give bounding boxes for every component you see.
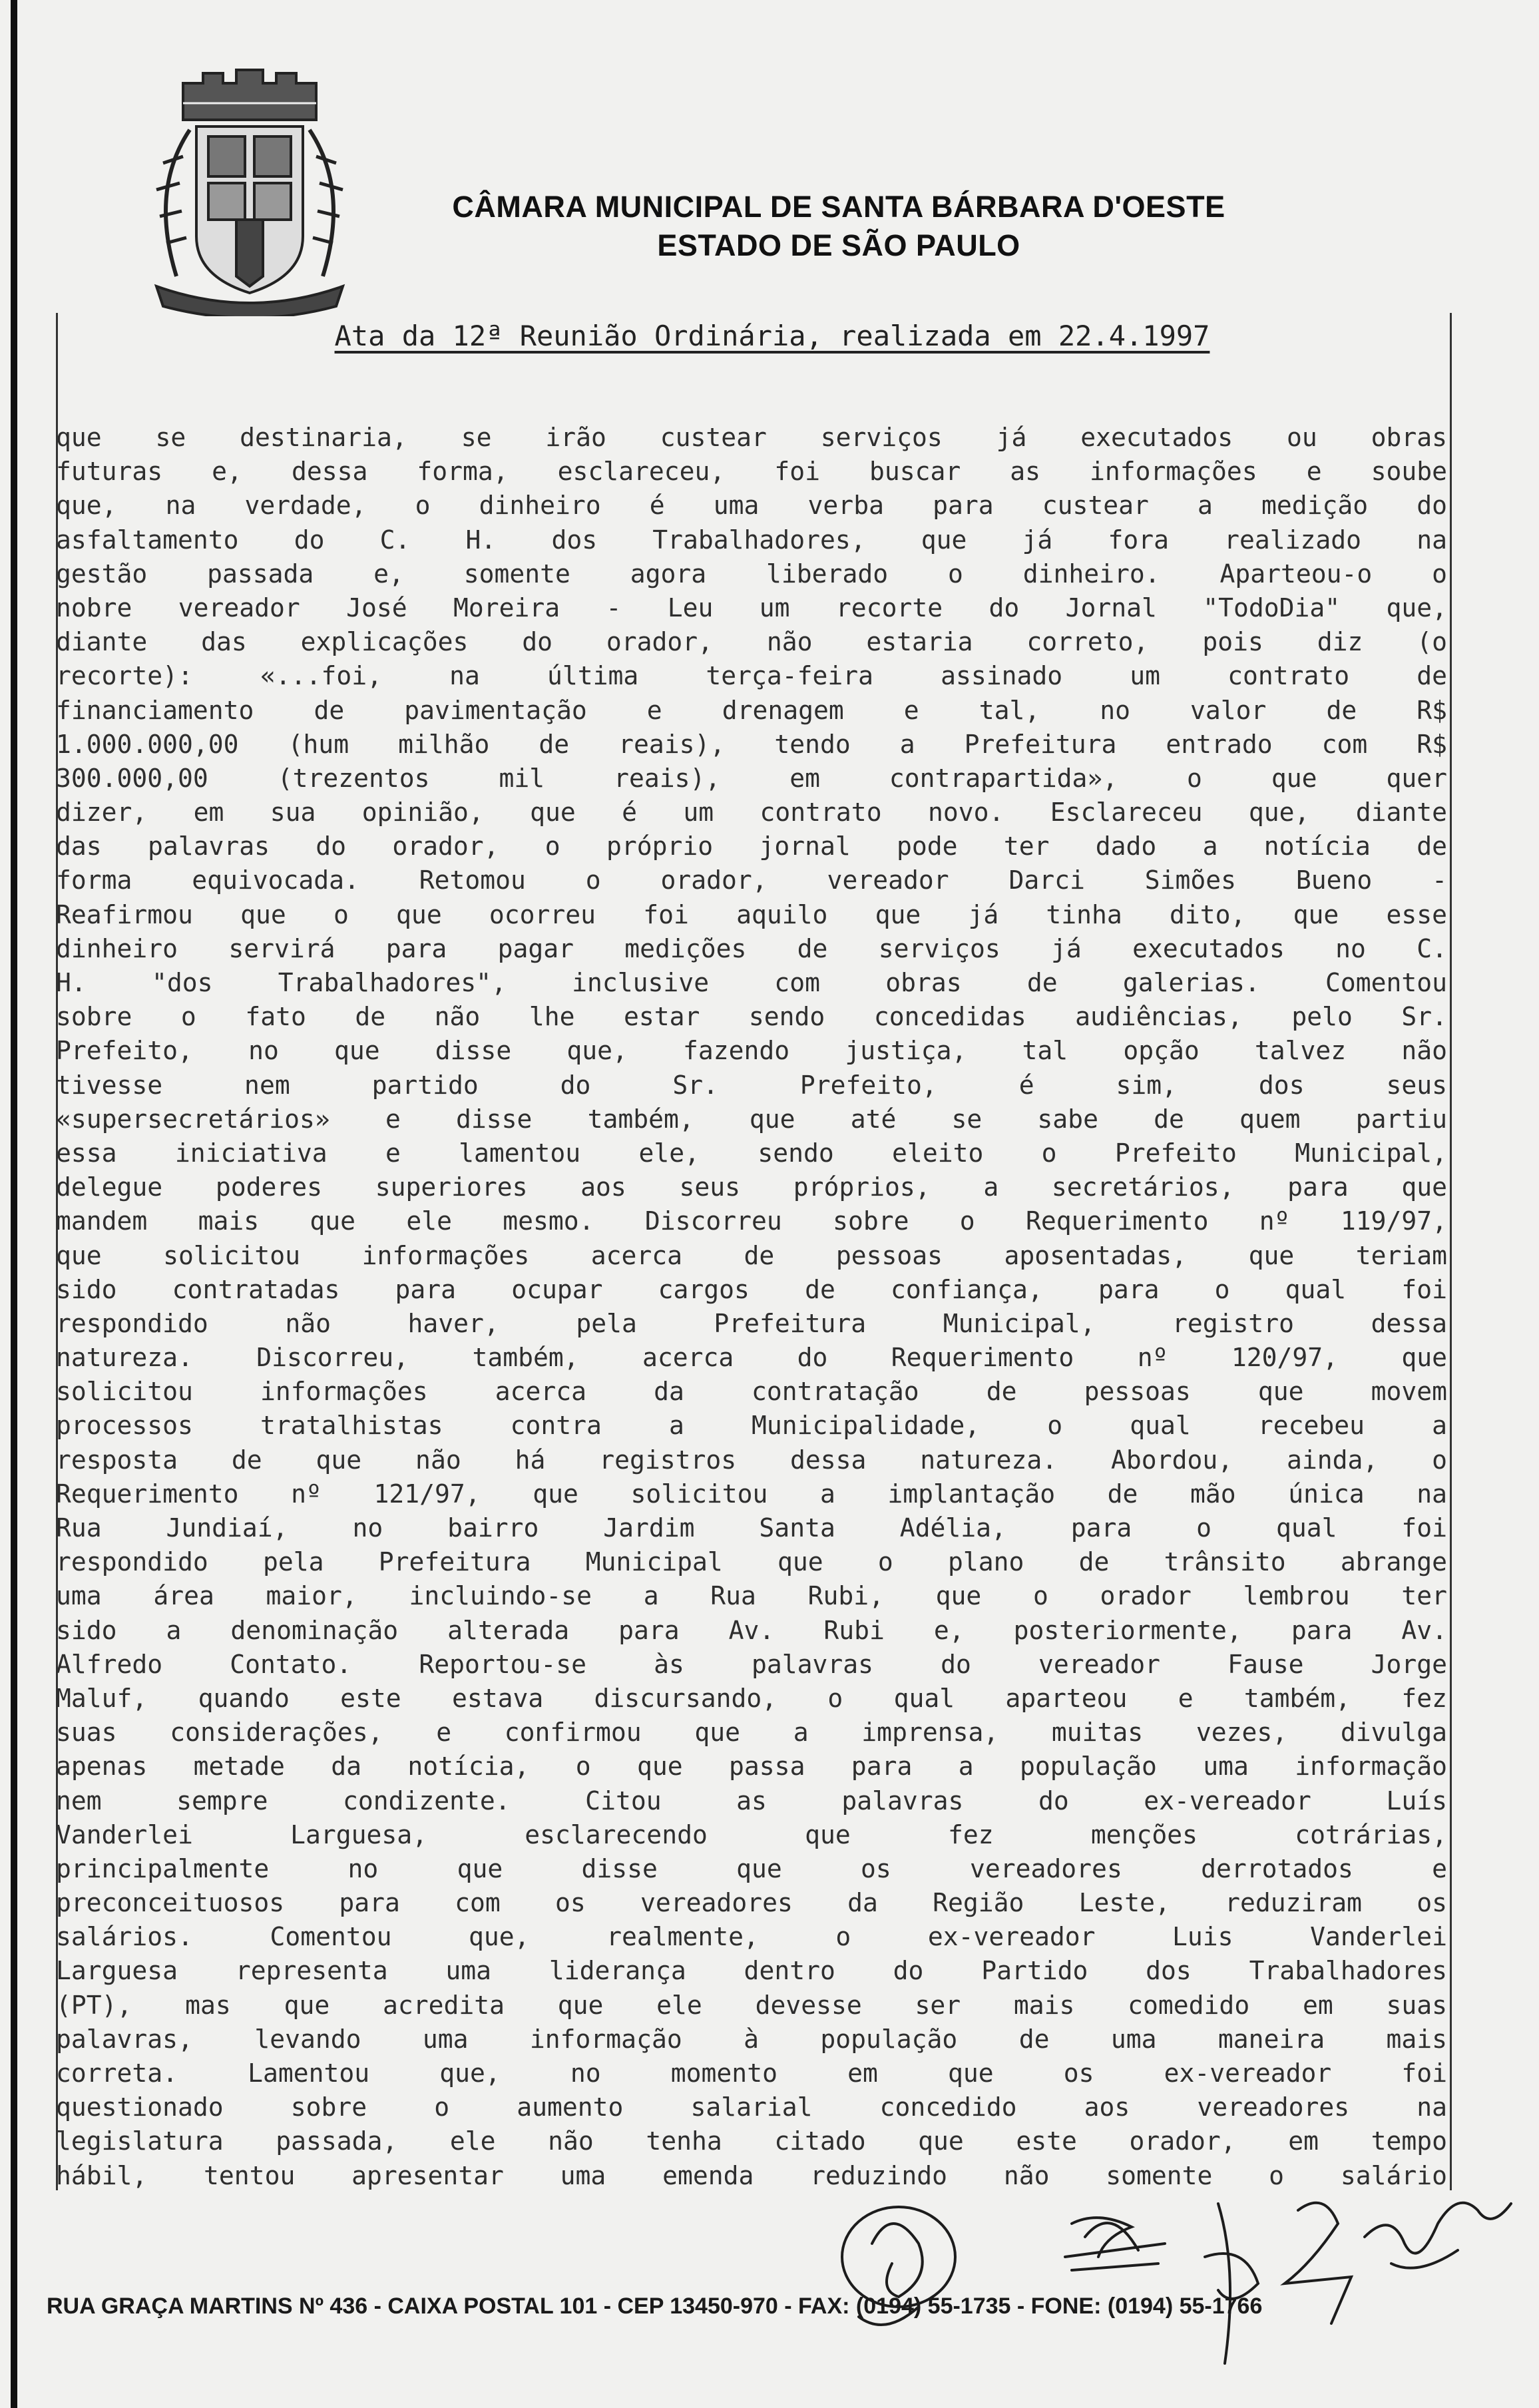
body-line: Rua Jundiaí, no bairro Jardim Santa Adélia, para o qual foi (56, 1513, 1447, 1543)
body-line: suas considerações, e confirmou que a imprensa, muitas vezes, divulga (56, 1718, 1447, 1748)
document-header (426, 188, 1251, 265)
body-line: 300.000,00 (trezentos mil reais), em contrapartida», o que quer (56, 763, 1447, 793)
body-line: H. "dos Trabalhadores", inclusive com obras de galerias. Comentou (56, 968, 1447, 997)
right-margin-rule (1450, 313, 1452, 2190)
body-line: essa iniciativa e lamentou ele, sendo eleito o Prefeito Municipal, (56, 1138, 1447, 1168)
body-line: respondido pela Prefeitura Municipal que o plano de trânsito abrange (56, 1547, 1447, 1577)
body-line: Prefeito, no que disse que, fazendo justiça, tal opção talvez não (56, 1036, 1447, 1066)
state-name: ESTADO DE SÃO PAULO (657, 228, 1020, 262)
body-line: dinheiro servirá para pagar medições de serviços já executados no C. (56, 933, 1447, 963)
body-line: correta. Lamentou que, no momento em que os ex-vereador foi (56, 2058, 1447, 2088)
body-line: 1.000.000,00 (hum milhão de reais), tendo a Prefeitura entrado com R$ (56, 729, 1447, 759)
body-line: (PT), mas que acredita que ele devesse ser mais comedido em suas (56, 1990, 1447, 2020)
body-line: Vanderlei Larguesa, esclarecendo que fez menções cotrárias, (56, 1819, 1447, 1849)
body-line: que, na verdade, o dinheiro é uma verba para custear a medição do (56, 491, 1447, 521)
scan-edge (11, 0, 17, 2408)
body-line: hábil, tentou apresentar uma emenda reduzindo não somente o salário (56, 2160, 1447, 2190)
body-line: preconceituosos para com os vereadores da Região Leste, reduziram os (56, 1888, 1447, 1918)
body-line: que se destinaria, se irão custear serviços já executados ou obras (56, 423, 1447, 452)
body-line: Maluf, quando este estava discursando, o qual aparteou e também, fez (56, 1683, 1447, 1713)
body-line: principalmente no que disse que os vereadores derrotados e (56, 1853, 1447, 1883)
body-line: palavras, levando uma informação à população de uma maneira mais (56, 2024, 1447, 2054)
body-line: Reafirmou que o que ocorreu foi aquilo que já tinha dito, que esse (56, 899, 1447, 929)
address-footer: RUA GRAÇA MARTINS Nº 436 - CAIXA POSTAL 101 - CEP 13450-970 - FAX: (0194) 55-1735 - FONE: (0194) 55-1766 (47, 2293, 1263, 2319)
body-line: salários. Comentou que, realmente, o ex-vereador Luis Vanderlei (56, 1922, 1447, 1952)
body-line: resposta de que não há registros dessa natureza. Abordou, ainda, o (56, 1445, 1447, 1475)
body-line: diante das explicações do orador, não estaria correto, pois diz (o (56, 627, 1447, 657)
body-line: tivesse nem partido do Sr. Prefeito, é sim, dos seus (56, 1070, 1447, 1100)
body-line: legislatura passada, ele não tenha citado que este orador, em tempo (56, 2126, 1447, 2156)
body-line: financiamento de pavimentação e drenagem e tal, no valor de R$ (56, 695, 1447, 725)
body-line: que solicitou informações acerca de pessoas aposentadas, que teriam (56, 1240, 1447, 1270)
body-line: nobre vereador José Moreira - Leu um recorte do Jornal "TodoDia" que, (56, 593, 1447, 622)
body-line: sido a denominação alterada para Av. Rubi e, posteriormente, para Av. (56, 1615, 1447, 1645)
body-line: recorte): «...foi, na última terça-feira assinado um contrato de (56, 661, 1447, 691)
body-line: mandem mais que ele mesmo. Discorreu sobre o Requerimento nº 119/97, (56, 1206, 1447, 1236)
body-line: gestão passada e, somente agora liberado o dinheiro. Aparteou-o o (56, 559, 1447, 589)
body-line: apenas metade da notícia, o que passa para a população uma informação (56, 1752, 1447, 1782)
body-line: Requerimento nº 121/97, que solicitou a implantação de mão única na (56, 1479, 1447, 1509)
body-line: nem sempre condizente. Citou as palavras do ex-vereador Luís (56, 1786, 1447, 1815)
body-line: delegue poderes superiores aos seus próprios, a secretários, para que (56, 1172, 1447, 1202)
coat-of-arms-icon (136, 57, 363, 316)
body-line: forma equivocada. Retomou o orador, vereador Darci Simões Bueno - (56, 865, 1447, 895)
minutes-body (56, 421, 1447, 2193)
body-line: sobre o fato de não lhe estar sendo concedidas audiências, pelo Sr. (56, 1002, 1447, 1032)
body-line: respondido não haver, pela Prefeitura Municipal, registro dessa (56, 1308, 1447, 1338)
signatures-icon (819, 2164, 1538, 2403)
body-line: uma área maior, incluindo-se a Rua Rubi, que o orador lembrou ter (56, 1581, 1447, 1611)
institution-name: CÂMARA MUNICIPAL DE SANTA BÁRBARA D'OESTE (452, 190, 1225, 224)
body-line: questionado sobre o aumento salarial concedido aos vereadores na (56, 2092, 1447, 2122)
body-line: solicitou informações acerca da contratação de pessoas que movem (56, 1377, 1447, 1407)
body-line: futuras e, dessa forma, esclareceu, foi buscar as informações e soube (56, 457, 1447, 487)
body-line: das palavras do orador, o próprio jornal pode ter dado a notícia de (56, 832, 1447, 861)
body-line: Alfredo Contato. Reportou-se às palavras do vereador Fause Jorge (56, 1649, 1447, 1679)
minutes-title: Ata da 12ª Reunião Ordinária, realizada em 22.4.1997 (334, 320, 1210, 352)
body-line: Larguesa representa uma liderança dentro do Partido dos Trabalhadores (56, 1956, 1447, 1986)
body-line: processos tratalhistas contra a Municipalidade, o qual recebeu a (56, 1411, 1447, 1441)
body-line: «supersecretários» e disse também, que até se sabe de quem partiu (56, 1104, 1447, 1134)
body-line: sido contratadas para ocupar cargos de confiança, para o qual foi (56, 1274, 1447, 1304)
body-line: asfaltamento do C. H. dos Trabalhadores, que já fora realizado na (56, 525, 1447, 555)
body-line: natureza. Discorreu, também, acerca do Requerimento nº 120/97, que (56, 1343, 1447, 1373)
body-line: dizer, em sua opinião, que é um contrato novo. Esclareceu que, diante (56, 798, 1447, 828)
